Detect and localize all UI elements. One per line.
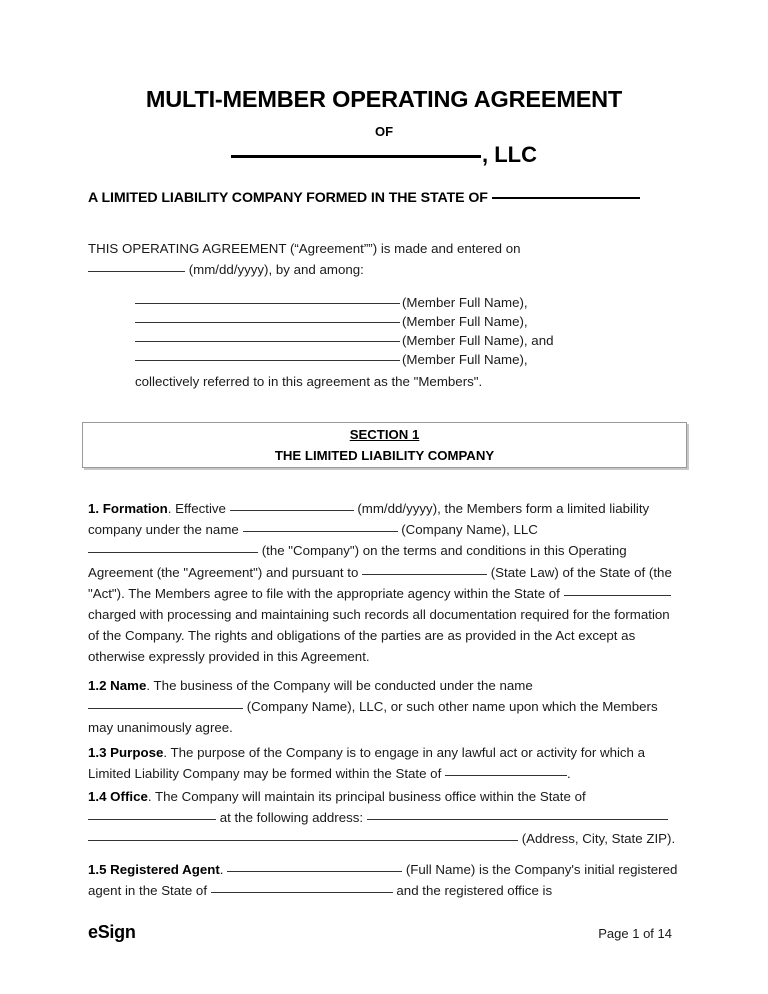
clause-name-text-2: (Company Name), LLC, or such other name upon which the Members may unanimously agree. [88, 699, 658, 736]
clause-formation [88, 498, 680, 668]
clause-purpose-text-1: . The purpose of the Company is to engage in any lawful act or activity for which a Limited Liability Company may be formed within the State of [88, 745, 646, 782]
document-title: MULTI-MEMBER OPERATING AGREEMENT [145, 86, 623, 112]
clause-registered-agent-heading: 1.5 Registered Agent [88, 862, 220, 877]
member-name-label: (Member Full Name), [402, 352, 528, 367]
company-name-blank-field[interactable] [231, 155, 481, 158]
member-name-label: (Member Full Name), and [402, 333, 554, 348]
list-item [135, 312, 695, 331]
company-name-title-row [0, 142, 768, 168]
title-of-label: OF [374, 124, 394, 139]
member-name-blank-field[interactable] [135, 322, 400, 323]
members-list [135, 293, 695, 369]
intro-line-1: THIS OPERATING AGREEMENT (“Agreement””) is made and entered on [88, 241, 521, 256]
clause-formation-heading: 1. Formation [88, 501, 168, 516]
clause-purpose-heading: 1.3 Purpose [88, 745, 164, 760]
business-name-blank-field[interactable] [88, 708, 243, 709]
office-address-blank-field-2[interactable] [88, 840, 518, 841]
clause-formation-text-4: (the "Company") on the terms and conditions in this Operating Agreement (the "Agreement") and pursuant to [88, 543, 627, 580]
state-law-blank-field[interactable] [362, 574, 487, 575]
member-name-blank-field[interactable] [135, 360, 400, 361]
esign-logo: eSign [88, 922, 136, 942]
clause-office-text-2: at the following address: [216, 810, 367, 826]
agreement-date-blank-field[interactable] [88, 271, 185, 272]
list-item [135, 331, 695, 350]
company-designation-blank-field[interactable] [88, 552, 258, 553]
formation-state-heading-text: A LIMITED LIABILITY COMPANY FORMED IN THE STATE OF [88, 190, 488, 206]
clause-name [88, 675, 680, 739]
clause-registered-agent-text-2: (Full Name) is the Company's initial registered agent in the State of [88, 862, 678, 899]
intro-paragraph [88, 238, 688, 280]
member-name-label: (Member Full Name), [402, 314, 528, 329]
clause-formation-text-3: (Company Name), LLC [397, 522, 538, 538]
filing-state-blank-field[interactable] [564, 595, 671, 596]
clause-name-heading: 1.2 Name [88, 678, 147, 693]
clause-formation-text-6: charged with processing and maintaining such records all documentation required for the formation of the Company. The rights and obligations of the parties are as provided in the Act except as otherwise expressly provided in this Agreement. [88, 607, 670, 665]
registered-agent-name-blank-field[interactable] [227, 871, 402, 872]
members-collectively-text: collectively referred to in this agreement as the "Members". [135, 374, 483, 389]
registered-agent-state-blank-field[interactable] [211, 892, 393, 893]
clause-office [88, 786, 680, 850]
company-name-blank-field-2[interactable] [243, 531, 398, 532]
intro-line-2: (mm/dd/yyyy), by and among: [188, 262, 364, 277]
clause-formation-text-5: (State Law) of the State of (the "Act"). The Members agree to file with the appropriate agency within the State of [88, 564, 672, 601]
clause-purpose-text-2: . [566, 766, 571, 782]
effective-date-blank-field[interactable] [230, 510, 354, 511]
list-item [135, 293, 695, 312]
clause-name-text-1: . The business of the Company will be conducted under the name [146, 678, 533, 693]
section-header-box [82, 422, 687, 468]
member-name-blank-field[interactable] [135, 303, 400, 304]
member-name-label: (Member Full Name), [402, 295, 528, 310]
formation-state-heading [88, 190, 640, 206]
clause-registered-agent-text-1: . [219, 862, 228, 877]
formation-state-blank-field[interactable] [492, 197, 640, 199]
clause-office-heading: 1.4 Office [88, 789, 148, 804]
list-item [135, 350, 695, 369]
section-number: SECTION 1 [349, 427, 420, 442]
office-address-blank-field-1[interactable] [367, 819, 668, 820]
llc-suffix-label: , LLC [482, 142, 537, 167]
clause-registered-agent-text-3: and the registered office is [392, 883, 553, 899]
clause-formation-text-1: . Effective [167, 501, 230, 516]
member-name-blank-field[interactable] [135, 341, 400, 342]
office-state-blank-field[interactable] [88, 819, 216, 820]
purpose-state-blank-field[interactable] [445, 775, 567, 776]
clause-purpose [88, 742, 680, 784]
clause-registered-agent [88, 859, 680, 901]
page-number: Page 1 of 14 [598, 926, 672, 941]
clause-formation-text-2: (mm/dd/yyyy), the Members form a limited liability company under the name [88, 501, 650, 538]
section-name: THE LIMITED LIABILITY COMPANY [274, 448, 495, 463]
clause-office-text-1: . The Company will maintain its principal business office within the State of [147, 789, 586, 804]
clause-office-text-3: (Address, City, State ZIP). [518, 831, 676, 847]
